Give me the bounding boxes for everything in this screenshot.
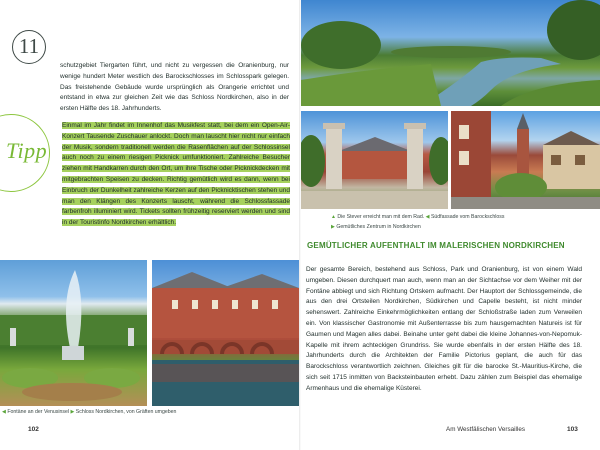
caption-pointer-icon: ◀ <box>425 214 430 220</box>
caption-pointer-icon: ▲ <box>331 214 336 220</box>
page-number-right: 103 <box>567 426 578 433</box>
photo-fountain-venusinsel <box>0 260 147 406</box>
section-heading: GEMÜTLICHER AUFENTHALT IM MALERISCHEN NORDKIRCHEN <box>307 241 565 250</box>
right-captions-row2 <box>331 224 421 230</box>
caption-centre: Gemütliches Zentrum in Nordkirchen <box>336 224 421 230</box>
tip-box <box>62 121 290 229</box>
photo-south-facade <box>301 111 448 209</box>
running-head: Am Westfälischen Versailles <box>446 426 525 433</box>
intro-paragraph: schutzgebiet Tiergarten führt, und nicht zu vergessen die Oranienburg, nur wenige hundert Meter westlich des Barockschlosses im Schlosspark gelegen. Das freistehende Gebäude wurde ursprünglich als Orangerie errichtet und entstand in etwa zur gleichen Zeit wie das Schloss Nordkirchen, also in der ersten Hälfte des 18. Jahrhunderts. <box>60 62 289 113</box>
page-number-left: 102 <box>28 426 39 433</box>
caption-stever: Die Stever erreicht man mit dem Rad. <box>337 214 425 220</box>
right-captions-row1 <box>331 214 504 220</box>
caption-fountain: Fontäne an der Venusinsel <box>7 409 70 415</box>
body-paragraph: Der gesamte Bereich, bestehend aus Schloss, Park und Oranienburg, ist von einem Wald umgeben. Diesen durchquert man auch, wenn man an der Sichtachse vor dem Weiher mit der Fontäne abbiegt und sich Richtung Ortskern aufmacht. Der Hauptort der Schlossgemeinde, die aus den drei Ortsteilen Nordkirchen, Südkirchen und Capelle besteht, ist nicht minder sehenswert. Zahlreiche Einkehrmöglichkeiten entlang der Schloßstraße laden zum Verweilen ein. Von klassischer Gastronomie mit Außenterrasse bis zum hausgemachten Natureis ist für Gaumen und Magen alles dabei. Beinahe unter geht dabei die kleine Johannes-von-Nepomuk-Kapelle mit ihrem achteckigen Grundriss. Sie wurde ebenfalls in der ersten Hälfte des 18. Jahrhunderts durch die Architekten der Familie Pictorius geplant, die auch für das Barockschloss verantwortlich zeichnen. Gleiches gilt für die barocke St.-Mauritius-Kirche, die sich seit 1715 inmitten von Backsteinbauten erhebt. Dazu zählen zum Beispiel das ehemalige Armenhaus und die ehemalige Küsterei. <box>306 266 582 392</box>
caption-south-facade: Südfassade vom Barockschloss <box>430 214 505 220</box>
caption-pointer-icon: ▶ <box>331 224 335 230</box>
photo-stever-river <box>301 0 600 106</box>
tip-text: Einmal im Jahr findet im Innenhof das Musikfest statt, bei dem ein Open-Air-Konzert Tausende Zuschauer anlockt. Doch man lauscht hier nicht nur einfach der Musik, sondern traditionell werden die Rasenflächen auf der Schlossinsel auch noch zu einem riesigen Picknick umfunktioniert. Zahlreiche Besucher ziehen mit Handkarren durch den Ort, um ihre Tische oder Picknickdecken mit mitgebrachten Speisen zu decken. Richtig gemütlich wird es dann, wenn bei Einbruch der Dunkelheit zahlreiche Kerzen auf den Picknicktischen stehen und man den Klängen des Konzerts lauscht, während die Schlossfassade farbenfroh illuminiert wird. Tickets sollten frühzeitig reserviert werden und sind in der Touristinfo Nordkirchen erhältlich. <box>62 122 290 227</box>
left-captions <box>2 409 176 415</box>
photo-schloss-graeften <box>152 260 299 406</box>
caption-pointer-icon: ▶ <box>70 409 75 415</box>
photo-nordkirchen-centre <box>451 111 600 209</box>
tip-label: Tipp <box>6 138 48 163</box>
caption-pointer-icon: ◀ <box>2 409 6 415</box>
chapter-number-badge: 11 <box>12 30 46 64</box>
caption-castle: Schloss Nordkirchen, von Gräften umgeben <box>75 409 177 415</box>
